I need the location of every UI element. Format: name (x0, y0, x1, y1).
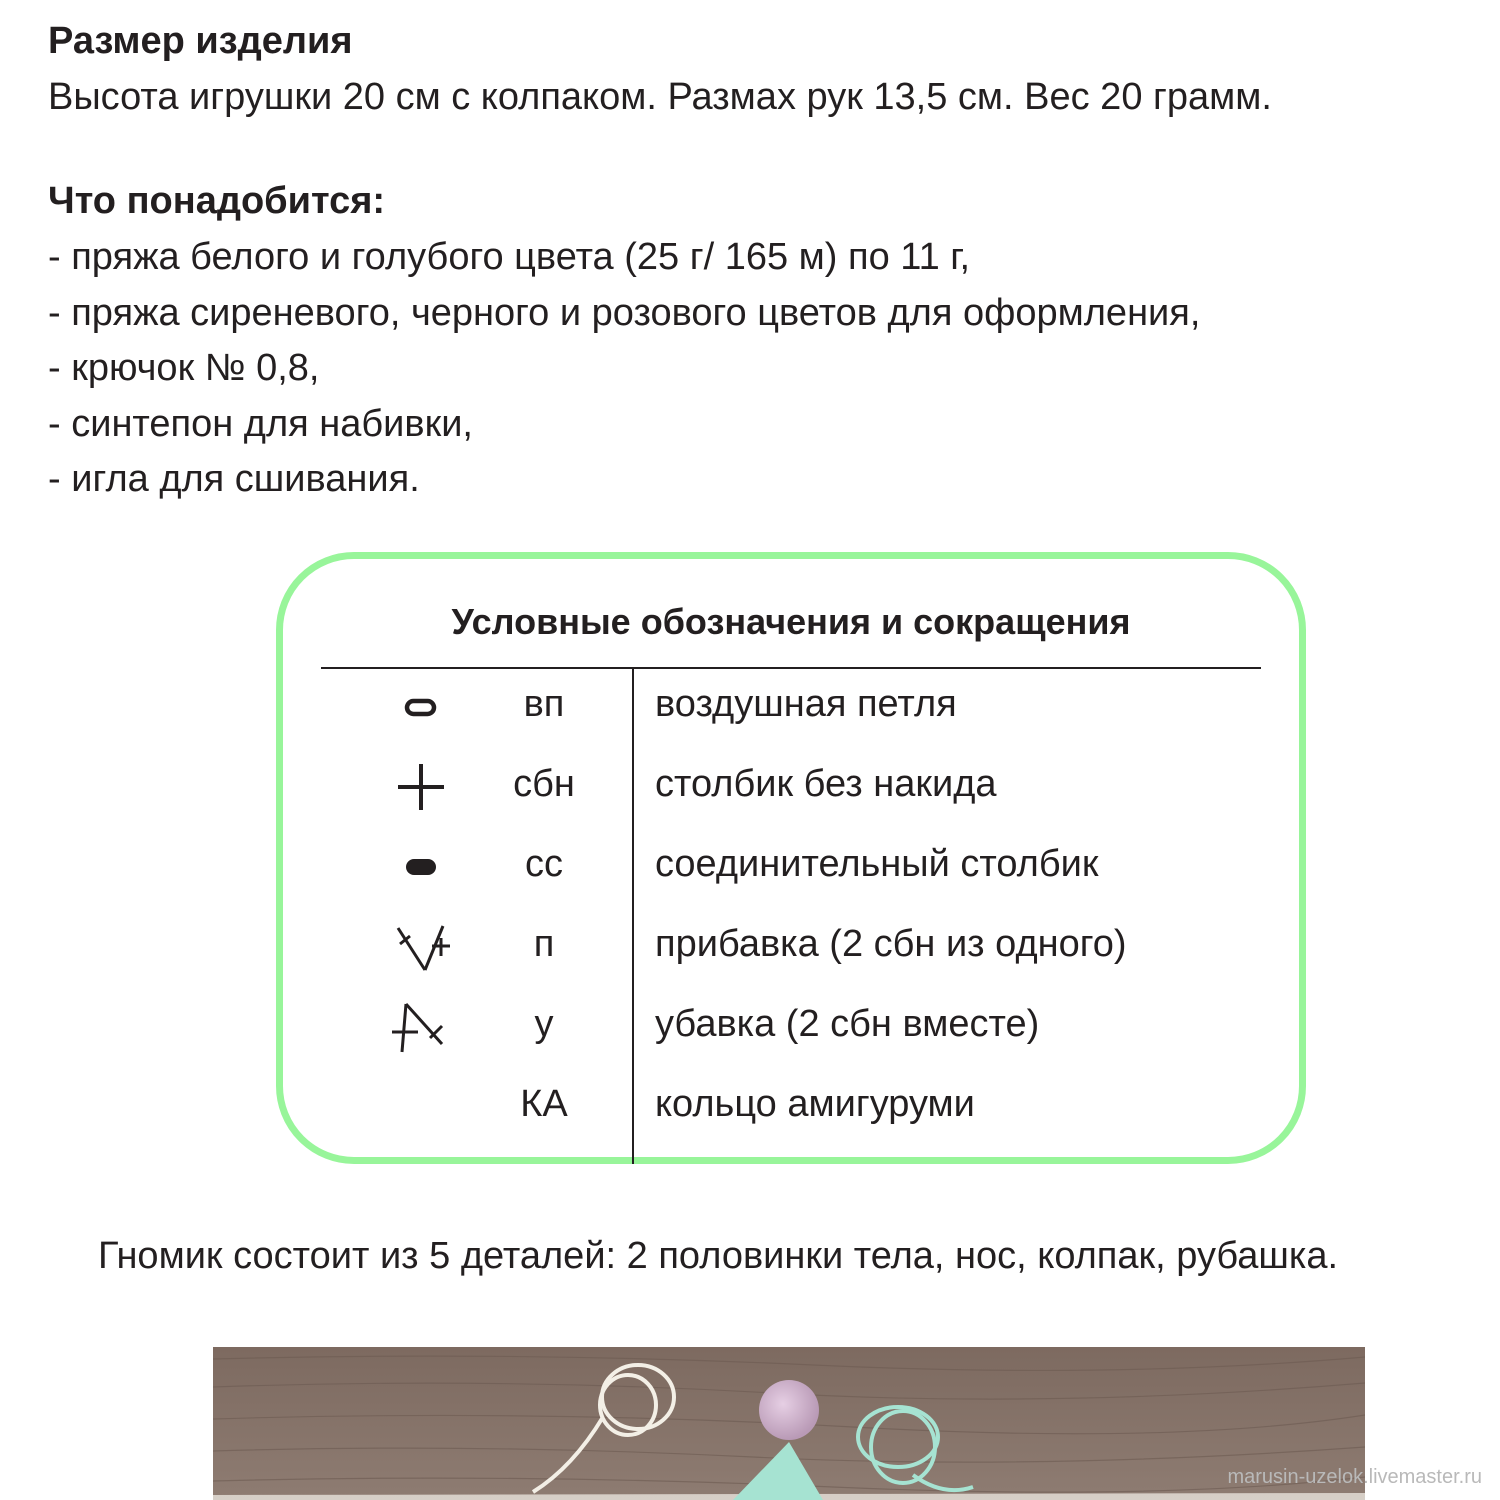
legend-abbr: сс (525, 843, 563, 885)
legend-desc: соединительный столбик (655, 843, 1099, 885)
increase-icon (390, 916, 452, 978)
materials-heading: Что понадобится: (48, 180, 386, 222)
legend-desc: прибавка (2 сбн из одного) (655, 923, 1127, 965)
legend-abbr: у (534, 1003, 554, 1045)
legend-abbr: сбн (513, 763, 575, 805)
legend-box (276, 552, 1306, 1164)
legend-desc: столбик без накида (655, 763, 997, 805)
materials-photo (213, 1347, 1365, 1500)
watermark: marusin-uzelok.livemaster.ru (1227, 1466, 1482, 1488)
materials-list (48, 232, 1200, 510)
size-heading: Размер изделия (48, 20, 353, 62)
legend-row (283, 911, 1299, 991)
chain-stitch-icon (390, 676, 452, 738)
legend-desc: кольцо амигуруми (655, 1083, 975, 1125)
legend-abbr: п (533, 923, 555, 965)
materials-item: - синтепон для набивки, (48, 402, 473, 445)
legend-row (283, 1071, 1299, 1151)
legend-title: Условные обозначения и сокращения (451, 601, 1131, 642)
materials-item: - крючок № 0,8, (48, 347, 320, 389)
materials-item: - пряжа белого и голубого цвета (25 г/ 165 м) по 11 г, (48, 236, 971, 278)
legend-row (283, 991, 1299, 1071)
size-text: Высота игрушки 20 см с колпаком. Размах рук 13,5 см. Вес 20 грамм. (48, 76, 1272, 118)
decrease-icon (390, 996, 452, 1058)
materials-item: - пряжа сиреневого, черного и розового цветов для оформления, (48, 291, 1201, 334)
legend-desc: убавка (2 сбн вместе) (655, 1003, 1040, 1045)
legend-abbr: вп (523, 683, 565, 725)
legend-abbr: КА (520, 1083, 568, 1125)
legend-row (283, 671, 1299, 751)
slip-stitch-icon (390, 836, 452, 898)
legend-row (283, 751, 1299, 831)
legend-row (283, 831, 1299, 911)
single-crochet-icon (390, 756, 452, 818)
legend-desc: воздушная петля (655, 683, 957, 725)
materials-item: - игла для сшивания. (48, 458, 420, 500)
legend-divider (321, 667, 1261, 669)
parts-note: Гномик состоит из 5 деталей: 2 половинки тела, нос, колпак, рубашка. (98, 1235, 1339, 1277)
